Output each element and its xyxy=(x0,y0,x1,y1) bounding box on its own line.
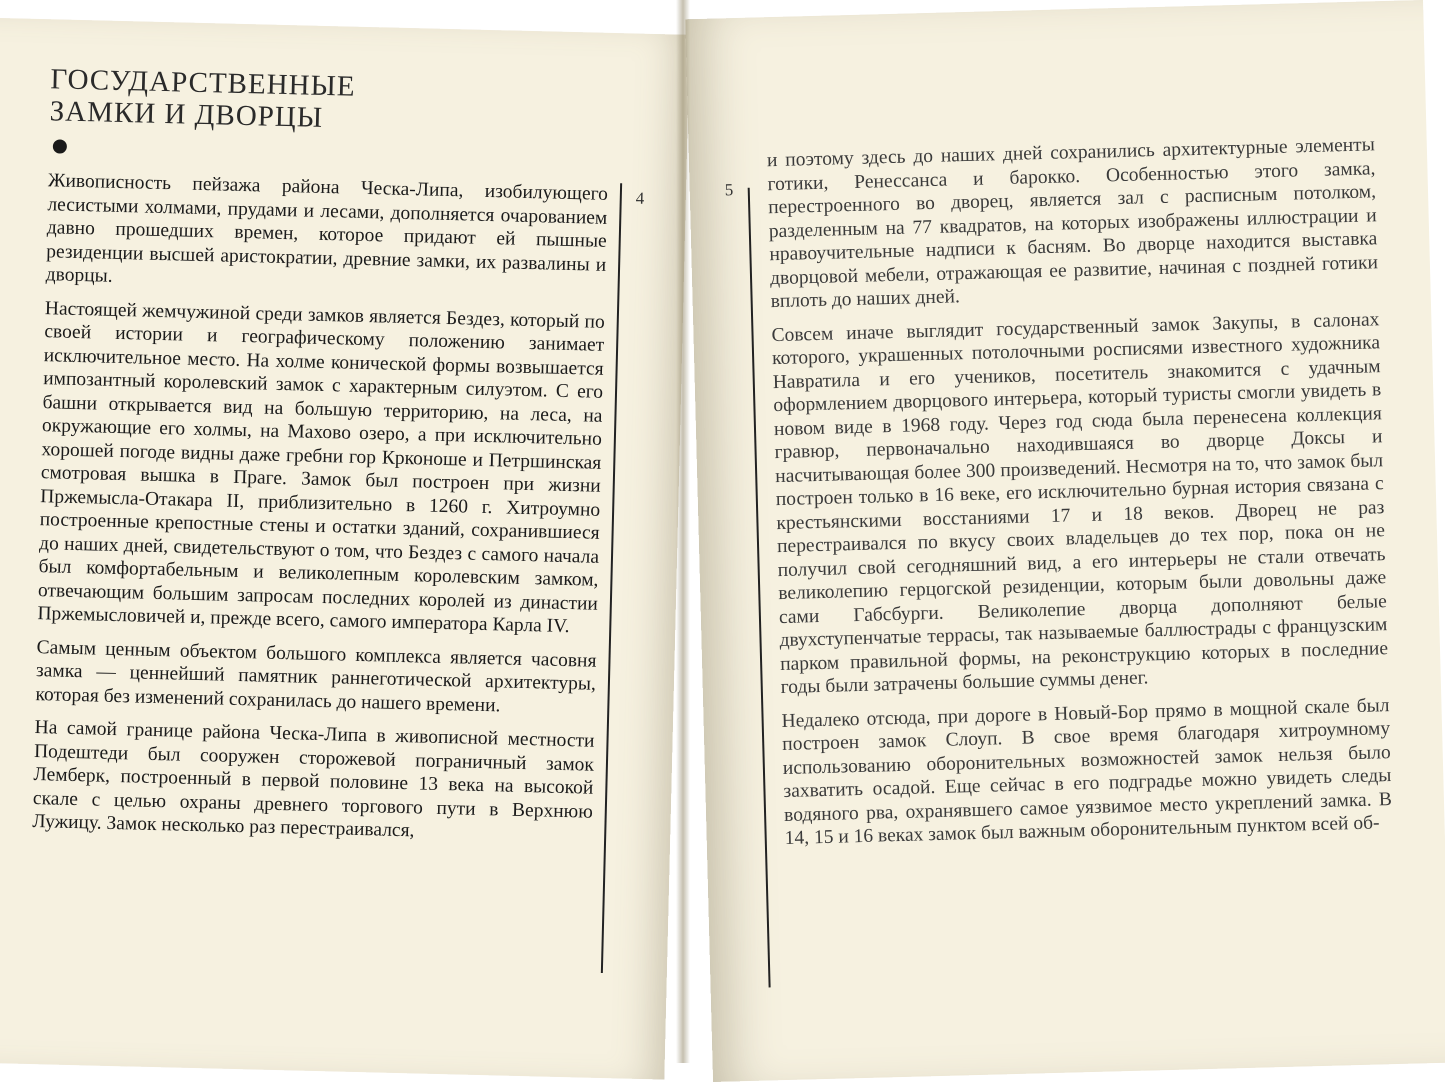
left-page-text xyxy=(32,169,608,857)
book-spine xyxy=(676,0,690,1063)
page-number-left: 4 xyxy=(635,188,645,208)
right-page xyxy=(685,0,1445,1082)
paragraph: На самой границе района Ческа-Липа в живописной местности Подештеди был сооружен сторожевой пограничный замок Лемберк, построенный в первой половине 13 века на высокой скале с целью охраны древнего торгового пути в Верхнюю Лужицу. Замок несколько раз перестраивался, xyxy=(32,717,595,842)
paragraph: Самым ценным объектом большого комплекса является часовня замка — ценнейший памятник раннеготической архитектуры, которая без изменений сохранилась до нашего времени. xyxy=(35,636,597,716)
paragraph: Недалеко отсюда, при дороге в Новый-Бор прямо в мощной скале был построен замок Слоуп. В свое время благодаря хитроумному использованию оборонительных возможностей замок нельзя было захватить осадой. Еще сейчас в его подградье можно увидеть следы водяного рва, охранявшего самое уязвимое место укреплений замка. В 14, 15 и 16 веках замок был важным оборонительным пунктом всей об- xyxy=(781,694,1393,849)
page-title xyxy=(49,63,370,135)
paragraph: и поэтому здесь до наших дней сохранились архитектурные элементы готики, Ренессанса и барокко. Особенностью этого замка, перестроенного во дворец, является зал с расписным потолком, разделенным на 77 квадратов, на которых изображены иллюстрации и нравоучительные надписи к басням. Во дворце находится выставка дворцовой мебели, отражающая ее развитие, начиная с поздней готики вплоть до наших дней. xyxy=(766,134,1379,313)
paragraph: Совсем иначе выглядит государственный замок Закупы, в салонах которого, украшенных потолочными росписями известного художника Навратила и его учеников, посетитель знакомится с удачным оформлением дворцового интерьера, который туристы смогли увидеть в новом виде в 1968 году. Через год сюда была перенесена коллекция гравюр, первоначально находившаяся во дворце Доксы и насчитывающая более 300 произведений. Несмотря на то, что замок был построен только в 16 веке, его исключительно бурная история связана с крестьянскими восстаниями 17 и 18 веков. Дворец не раз перестраивался по вкусу своих владельцев до тех пор, пока он не получил свой сегодняшний вид, а его интерьеры не стали отвечать великолепию герцогской резиденции, которым были довольны даже сами Габсбурги. Великолепие дворца дополняют белые двухступенчатые террасы, так называемые баллюстрады с французским парком правильной формы, на реконструкцию которых в последние годы были затрачены большие суммы денег. xyxy=(771,308,1389,699)
paragraph: Настоящей жемчужиной среди замков является Бездез, который по своей истории и географическому положению занимает исключительное место. На холме конической формы возвышается импозантный королевский замок с характерным силуэтом. С его башни открывается вид на большую территорию, на леса, на окружающие его холмы, на Махово озеро, а при исключительно хорошей погоде видны даже гребни гор Крконоше и Петршинская смотровая вышка в Праге. Замок был построен при жизни Пржемысла-Отакара II, приблизительно в 1260 г. Хитроумно построенные крепостные стены и остатки зданий, сохранившиеся до наших дней, свидетельствуют о том, что Бездез с самого начала был комфортабельным и великолепным королевским замком, отвечающим большим запросам последних королей из династии Пржемысловичей и, прежде всего, самого императора Карла IV. xyxy=(37,297,606,638)
title-line-1: ГОСУДАРСТВЕННЫЕ xyxy=(50,63,356,103)
title-line-2: ЗАМКИ И ДВОРЦЫ xyxy=(49,95,324,134)
page-number-right: 5 xyxy=(724,180,734,200)
bullet-icon xyxy=(53,139,67,153)
left-page xyxy=(0,18,690,1080)
vertical-rule-right xyxy=(748,188,771,988)
right-page-text xyxy=(767,133,1393,860)
paragraph: Живописность пейзажа района Ческа-Липа, изобилующего лесистыми холмами, прудами и лесами, дополняется очарованием давно прошедших времен, которое придают ей пышные резиденции высшей аристократии, древние замки, их развалины и дворцы. xyxy=(45,170,609,287)
